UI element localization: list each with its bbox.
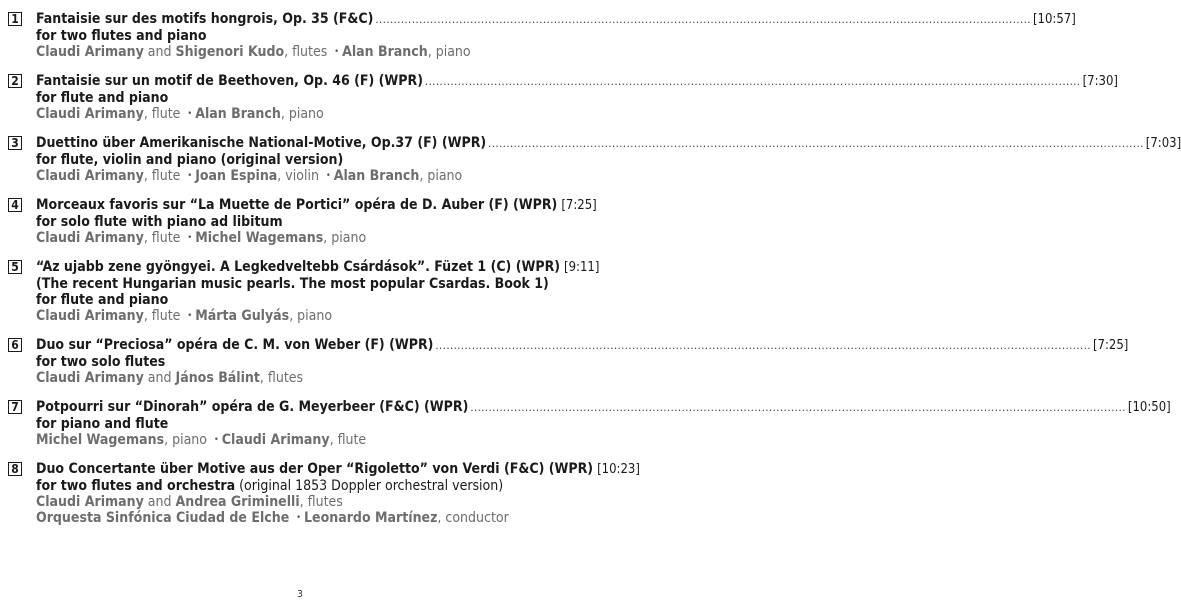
performer-name: Claudi Arimany bbox=[36, 106, 144, 122]
track-duration: [9:11] bbox=[564, 260, 600, 275]
performer-name: Michel Wagemans bbox=[195, 230, 324, 246]
separator-bullet: • bbox=[325, 171, 331, 181]
page-number: 3 bbox=[297, 589, 303, 600]
track-item bbox=[8, 337, 1129, 386]
track-duration: [7:25] bbox=[1092, 338, 1129, 353]
performer-name: Shigenori Kudo bbox=[175, 44, 285, 60]
performer-name: Alan Branch bbox=[195, 106, 281, 122]
track-duration: [10:57] bbox=[1032, 12, 1076, 27]
track-item bbox=[8, 461, 640, 526]
separator-bullet: • bbox=[187, 171, 193, 181]
leader-dots bbox=[470, 400, 1126, 416]
track-number: 7 bbox=[8, 400, 22, 414]
track-number: 4 bbox=[8, 198, 22, 212]
track-translation: (The recent Hungarian music pearls. The most popular Csardas. Book 1) bbox=[36, 276, 549, 292]
track-instrumentation: for solo flute with piano ad libitum bbox=[36, 214, 283, 230]
performer-name: Alan Branch bbox=[333, 168, 420, 184]
track-duration: [7:03] bbox=[1145, 136, 1181, 151]
track-item bbox=[8, 11, 1076, 60]
track-performers: Claudi Arimany, flute • Michel Wagemans, piano bbox=[36, 230, 367, 246]
performer-name: Michel Wagemans bbox=[36, 432, 165, 448]
track-orchestra: Orquesta Sinfónica Ciudad de Elche • Leonardo Martínez, conductor bbox=[36, 510, 509, 526]
performer-name: Márta Gulyás bbox=[195, 308, 290, 324]
track-item bbox=[8, 259, 600, 324]
track-performers: Claudi Arimany and János Bálint, flutes bbox=[36, 370, 304, 386]
separator-bullet: • bbox=[187, 109, 193, 119]
track-instrumentation: for flute and piano bbox=[36, 292, 169, 308]
track-instrumentation: for flute, violin and piano (original version) bbox=[36, 152, 344, 168]
separator-bullet: • bbox=[187, 311, 193, 321]
leader-dots bbox=[435, 338, 1091, 354]
leader-dots bbox=[375, 12, 1031, 28]
track-instrumentation: for two solo flutes bbox=[36, 354, 166, 370]
track-number: 8 bbox=[8, 462, 22, 476]
separator-bullet: • bbox=[187, 233, 193, 243]
track-title: Fantaisie sur un motif de Beethoven, Op. 46 (F) (WPR) bbox=[36, 73, 423, 89]
performer-name: Alan Branch bbox=[342, 44, 428, 60]
track-number: 3 bbox=[8, 136, 22, 150]
track-duration: [7:30] bbox=[1082, 74, 1118, 89]
track-title: Duettino über Amerikanische National-Motive, Op.37 (F) (WPR) bbox=[36, 135, 487, 151]
performer-name: Claudi Arimany bbox=[36, 370, 144, 386]
performer-name: Andrea Griminelli bbox=[175, 494, 300, 510]
separator-bullet: • bbox=[296, 513, 302, 523]
track-title: Morceaux favoris sur “La Muette de Portici” opéra de D. Auber (F) (WPR) bbox=[36, 197, 558, 213]
track-number: 2 bbox=[8, 74, 22, 88]
track-instrumentation: for two flutes and orchestra (original 1853 Doppler orchestral version) bbox=[36, 478, 504, 494]
track-title: “Az ujabb zene gyöngyei. A Legkedveltebb Csárdások”. Füzet 1 (C) (WPR) bbox=[36, 259, 561, 275]
track-duration: [10:23] bbox=[597, 462, 640, 477]
leader-dots bbox=[425, 74, 1081, 90]
performer-name: Joan Espina bbox=[195, 168, 278, 184]
orchestra-name: Orquesta Sinfónica Ciudad de Elche bbox=[36, 510, 290, 526]
leader-dots bbox=[488, 136, 1144, 152]
performer-name: Claudi Arimany bbox=[36, 44, 144, 60]
track-duration: [7:25] bbox=[561, 198, 597, 213]
track-duration: [10:50] bbox=[1127, 400, 1171, 415]
track-instrumentation: for piano and flute bbox=[36, 416, 169, 432]
track-performers: Claudi Arimany and Andrea Griminelli, flutes bbox=[36, 494, 343, 510]
performer-name: Claudi Arimany bbox=[36, 168, 144, 184]
track-performers: Claudi Arimany and Shigenori Kudo, flutes • Alan Branch, piano bbox=[36, 44, 471, 60]
track-title: Duo sur “Preciosa” opéra de C. M. von Weber (F) (WPR) bbox=[36, 337, 434, 353]
version-note: (original 1853 Doppler orchestral version) bbox=[235, 478, 504, 494]
track-number: 6 bbox=[8, 338, 22, 352]
track-item bbox=[8, 73, 1118, 122]
track-instrumentation: for two flutes and piano bbox=[36, 28, 207, 44]
track-instrumentation: for flute and piano bbox=[36, 90, 169, 106]
track-title: Potpourri sur “Dinorah” opéra de G. Meyerbeer (F&C) (WPR) bbox=[36, 399, 469, 415]
track-list bbox=[8, 11, 1181, 526]
performer-name: Claudi Arimany bbox=[36, 230, 144, 246]
track-number: 5 bbox=[8, 260, 22, 274]
track-item bbox=[8, 399, 1171, 448]
conductor-name: Leonardo Martínez bbox=[304, 510, 438, 526]
performer-name: Claudi Arimany bbox=[221, 432, 330, 448]
track-performers: Claudi Arimany, flute • Alan Branch, piano bbox=[36, 106, 324, 122]
track-title: Duo Concertante über Motive aus der Oper “Rigoletto” von Verdi (F&C) (WPR) bbox=[36, 461, 594, 477]
separator-bullet: • bbox=[213, 435, 219, 445]
performer-name: Claudi Arimany bbox=[36, 494, 144, 510]
track-performers: Michel Wagemans, piano • Claudi Arimany, flute bbox=[36, 432, 367, 448]
track-item bbox=[8, 197, 597, 246]
performer-name: Claudi Arimany bbox=[36, 308, 144, 324]
performer-name: János Bálint bbox=[175, 370, 260, 386]
track-performers: Claudi Arimany, flute • Márta Gulyás, piano bbox=[36, 308, 333, 324]
track-title: Fantaisie sur des motifs hongrois, Op. 35 (F&C) bbox=[36, 11, 374, 27]
track-performers: Claudi Arimany, flute • Joan Espina, violin • Alan Branch, piano bbox=[36, 168, 463, 184]
track-number: 1 bbox=[8, 12, 22, 26]
separator-bullet: • bbox=[334, 47, 340, 57]
track-item bbox=[8, 135, 1181, 184]
